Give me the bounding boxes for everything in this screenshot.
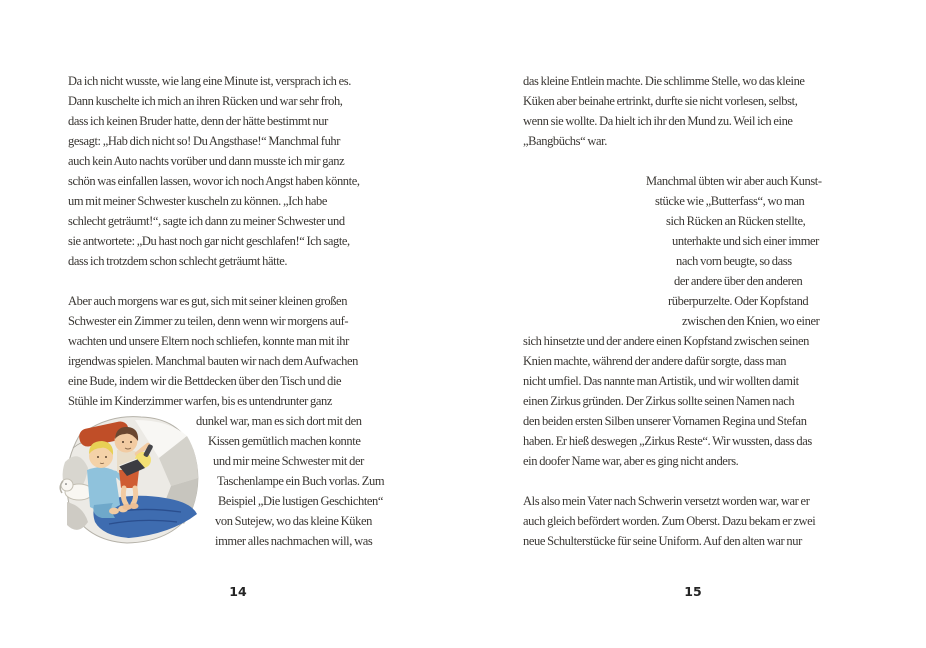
text-line: auch gleich befördert worden. Zum Oberst. Dazu bekam er zwei xyxy=(523,514,816,528)
text-line: Taschenlampe ein Buch vorlas. Zum xyxy=(217,474,385,488)
text-line: und mir meine Schwester mit der xyxy=(213,454,364,468)
text-line: rüberpurzelte. Oder Kopfstand xyxy=(668,294,809,308)
text-line: Kissen gemütlich machen konnte xyxy=(208,434,361,448)
page-number-left: 14 xyxy=(229,584,247,599)
paragraph xyxy=(523,71,863,151)
text-line: wachten und unsere Eltern noch schliefen, konnte man mit ihr xyxy=(68,334,349,348)
text-line: unterhakte und sich einer immer xyxy=(672,234,819,248)
text-line: Aber auch morgens war es gut, sich mit seiner kleinen großen xyxy=(68,294,348,308)
text-line: Beispiel „Die lustigen Geschichten“ xyxy=(218,494,384,508)
paragraph xyxy=(68,71,408,271)
text-line: Schwester ein Zimmer zu teilen, denn wenn wir morgens auf- xyxy=(68,314,349,328)
text-line: der andere über den anderen xyxy=(674,274,803,288)
text-line: irgendwas spielen. Manchmal bauten wir nach dem Aufwachen xyxy=(68,354,359,368)
text-line: Manchmal übten wir aber auch Kunst- xyxy=(646,174,822,188)
text-line: nicht umfiel. Das nannte man Artistik, und wir wollten damit xyxy=(523,374,799,388)
text-line: um mit meiner Schwester kuscheln zu können. „Ich habe xyxy=(68,194,327,208)
text-line: Als also mein Vater nach Schwerin versetzt worden war, war er xyxy=(523,494,810,508)
page-right xyxy=(463,0,926,648)
text-line: das kleine Entlein machte. Die schlimme Stelle, wo das kleine xyxy=(523,74,805,88)
text-line: immer alles nachmachen will, was xyxy=(215,534,373,548)
text-line: eine Bude, indem wir die Bettdecken über den Tisch und die xyxy=(68,374,342,388)
text-line: wenn sie wollte. Da hielt ich ihr den Mund zu. Weil ich eine xyxy=(523,114,793,128)
text-line: zwischen den Knien, wo einer xyxy=(682,314,820,328)
text-line: dass ich trotzdem schon schlecht geträumt hätte. xyxy=(68,254,288,268)
text-line: Stühle im Kinderzimmer warfen, bis es untendrunter ganz xyxy=(68,394,332,408)
text-line: stücke wie „Butterfass“, wo man xyxy=(655,194,805,208)
text-line: von Sutejew, wo das kleine Küken xyxy=(215,514,372,528)
text-line: haben. Er hieß deswegen „Zirkus Reste“. Wir wussten, dass das xyxy=(523,434,812,448)
text-line: einen Zirkus gründen. Der Zirkus sollte seinen Namen nach xyxy=(523,394,795,408)
text-line: sich Rücken an Rücken stellte, xyxy=(666,214,806,228)
text-line: den beiden ersten Silben unserer Vornamen Regina und Stefan xyxy=(523,414,807,428)
text-line: schön was einfallen lassen, wovor ich noch Angst haben könnte, xyxy=(68,174,360,188)
text-line: sich hinsetzte und der andere einen Kopfstand zwischen seinen xyxy=(523,334,809,348)
text-line: dass ich keinen Bruder hatte, denn der hätte bestimmt nur xyxy=(68,114,328,128)
text-line: auch kein Auto nachts vorüber und dann musste ich mir ganz xyxy=(68,154,345,168)
text-line: neue Schulterstücke für seine Uniform. Auf den alten war nur xyxy=(523,534,802,548)
illustration-blanket-fort xyxy=(57,408,205,548)
text-line: „Bangbüchs“ war. xyxy=(523,134,607,148)
paragraph xyxy=(523,171,863,471)
text-line: dunkel war, man es sich dort mit den xyxy=(196,414,362,428)
text-column-right xyxy=(523,71,863,551)
text-line: Dann kuschelte ich mich an ihren Rücken und war sehr froh, xyxy=(68,94,343,108)
text-line: ein doofer Name war, aber es ging nicht anders. xyxy=(523,454,739,468)
text-line: schlecht geträumt!“, sagte ich dann zu meiner Schwester und xyxy=(68,214,345,228)
paragraph xyxy=(523,491,863,551)
text-line: sie antwortete: „Du hast noch gar nicht geschlafen!“ Ich sagte, xyxy=(68,234,350,248)
text-line: Küken aber beinahe ertrinkt, durfte sie nicht vorlesen, selbst, xyxy=(523,94,798,108)
text-line: gesagt: „Hab dich nicht so! Du Angsthase!“ Manchmal fuhr xyxy=(68,134,341,148)
text-line: nach vorn beugte, so dass xyxy=(676,254,792,268)
text-line: Knien machte, während der andere dafür sorgte, dass man xyxy=(523,354,787,368)
text-line: Da ich nicht wusste, wie lang eine Minute ist, versprach ich es. xyxy=(68,74,351,88)
page-number-right: 15 xyxy=(684,584,702,599)
